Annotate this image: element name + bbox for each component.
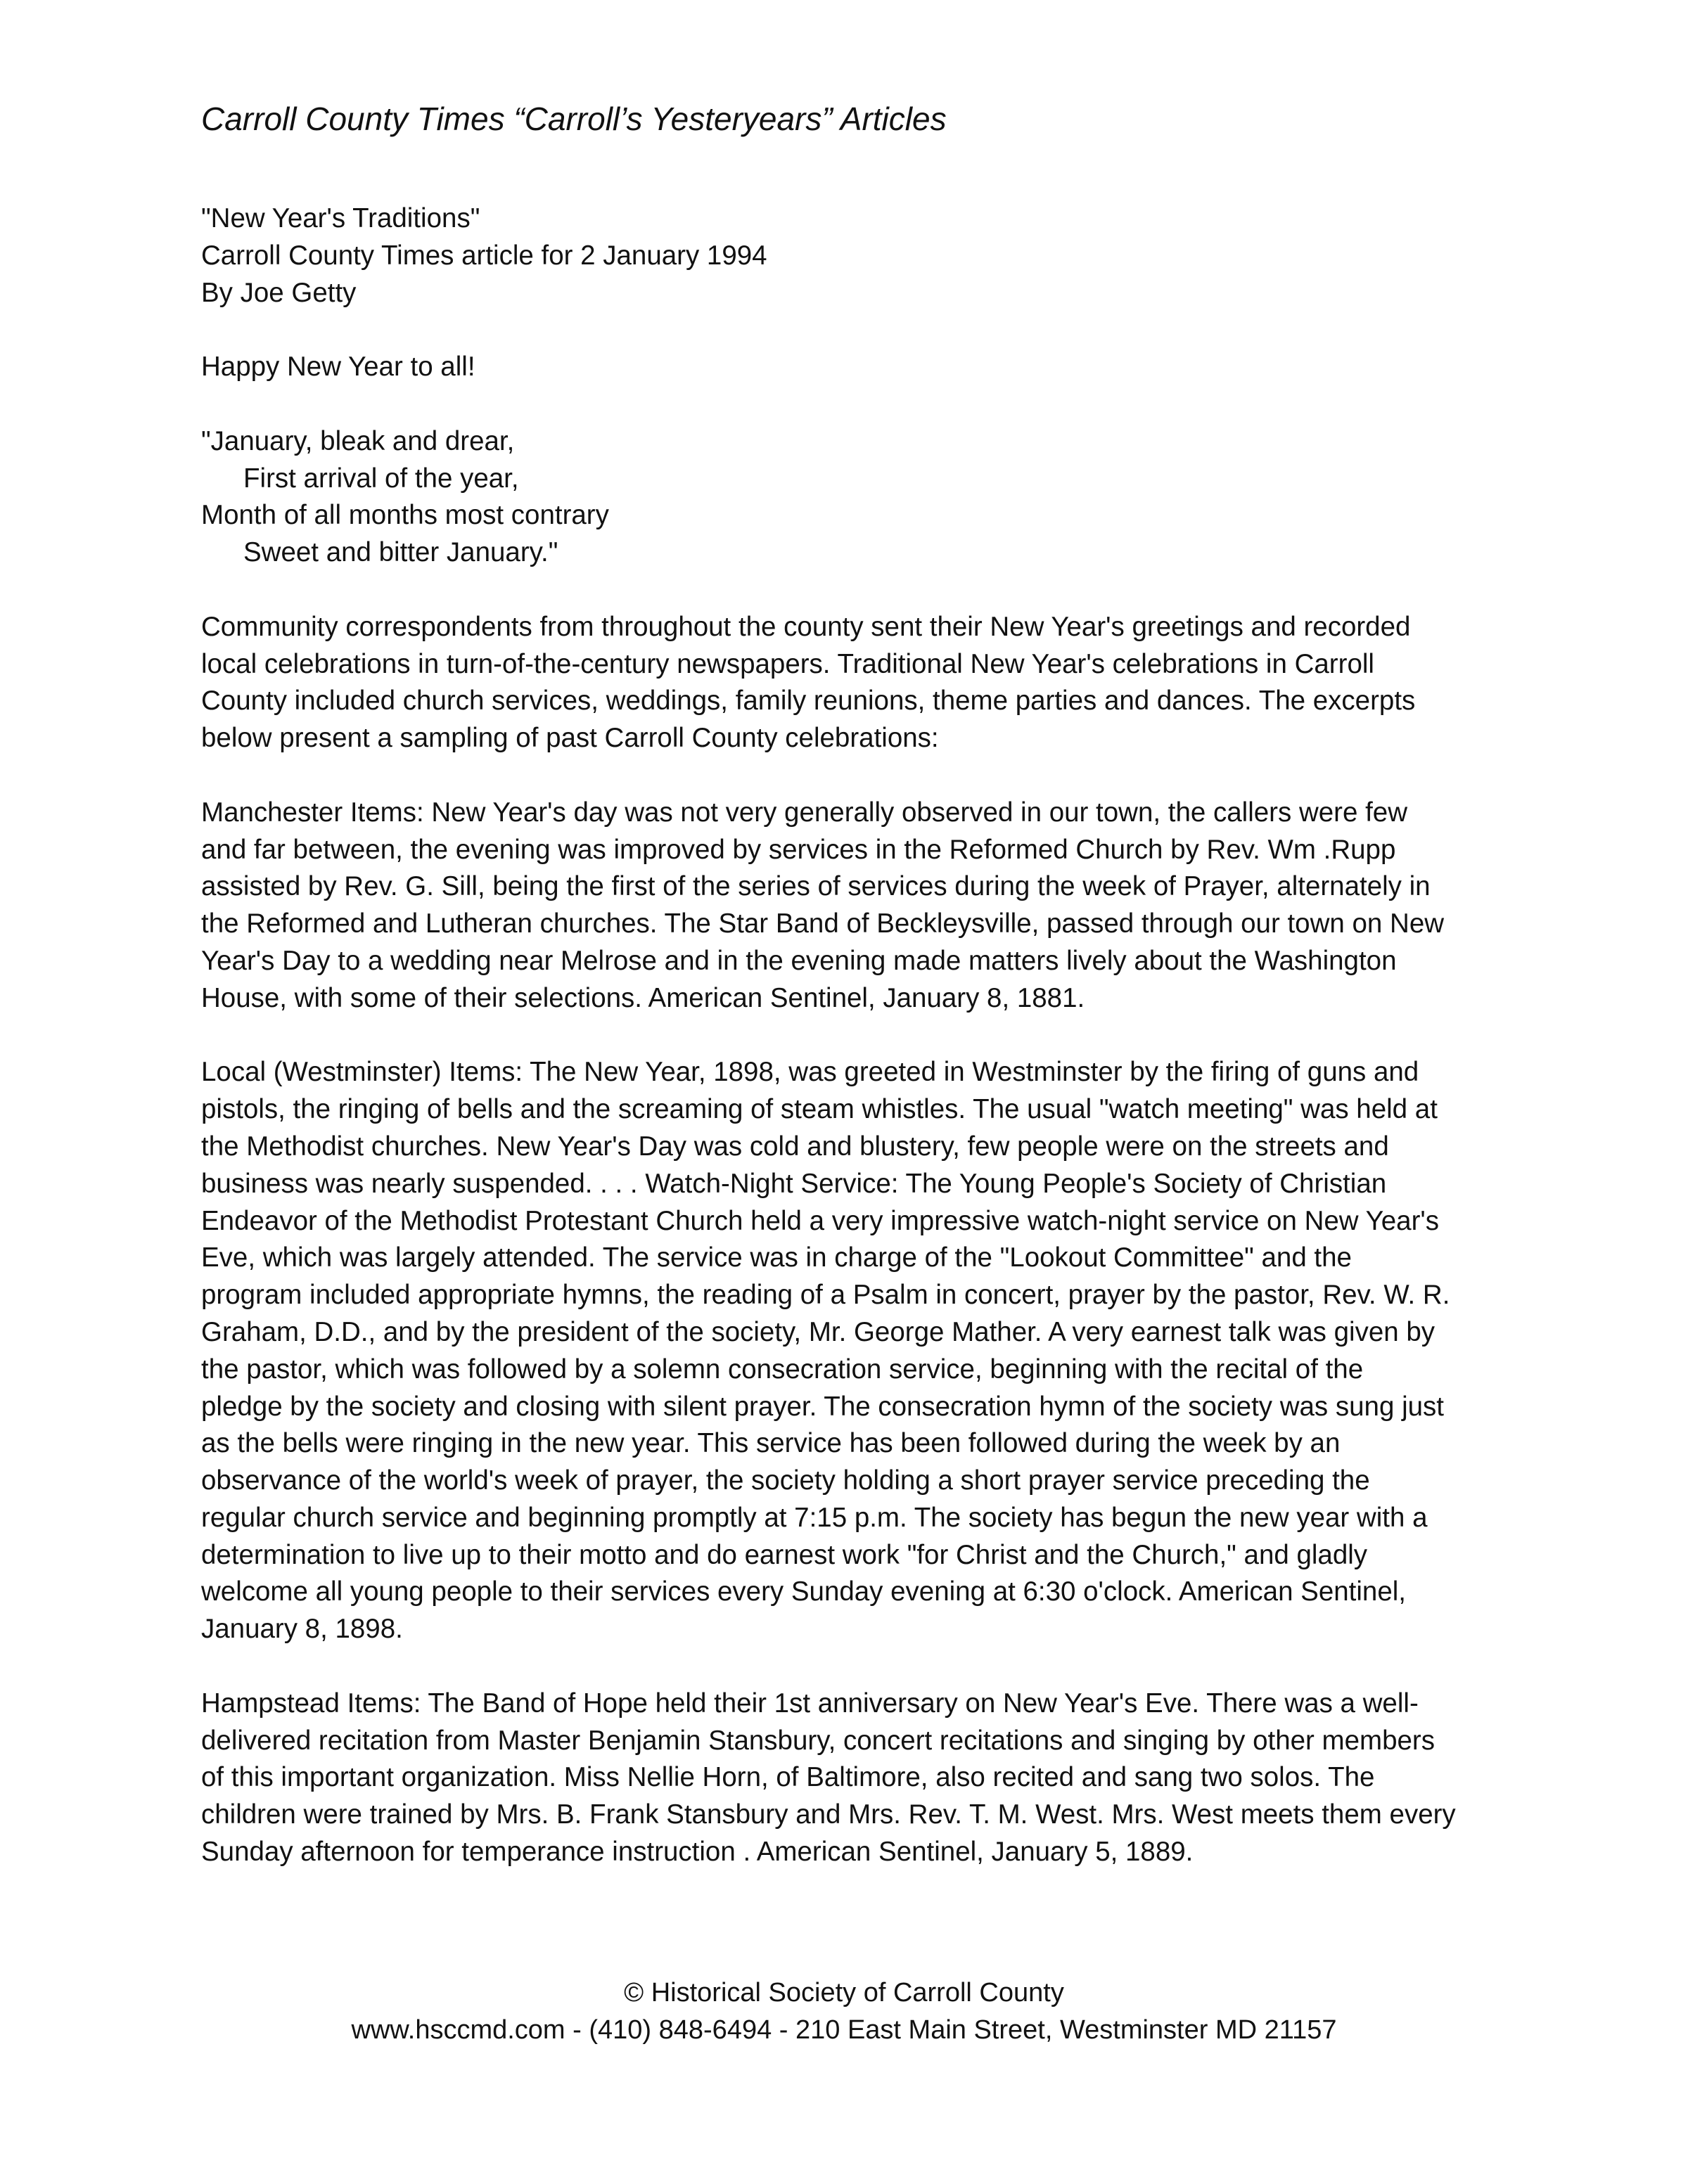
text-line: Endeavor of the Methodist Protestant Church held a very impressive watch-night service on New Year's bbox=[201, 1205, 1439, 1236]
article-dateline: Carroll County Times article for 2 January 1994 bbox=[201, 240, 767, 271]
text-line: as the bells were ringing in the new year. This service has been followed during the week by an bbox=[201, 1428, 1341, 1459]
paragraph-intro bbox=[201, 609, 1509, 757]
poem-line: Sweet and bitter January." bbox=[243, 537, 558, 568]
text-line: the Methodist churches. New Year's Day was cold and blustery, few people were on the streets and bbox=[201, 1131, 1389, 1162]
text-line: welcome all young people to their services every Sunday evening at 6:30 o'clock. American Sentinel, bbox=[201, 1576, 1407, 1607]
text-line: below present a sampling of past Carroll County celebrations: bbox=[201, 723, 939, 754]
text-line: County included church services, weddings, family reunions, theme parties and dances. The excerpts bbox=[201, 686, 1416, 717]
text-line: determination to live up to their motto and do earnest work "for Christ and the Church," and gladly bbox=[201, 1539, 1368, 1570]
text-line: delivered recitation from Master Benjamin Stansbury, concert recitations and singing by other members bbox=[201, 1725, 1435, 1756]
footer-contact: www.hsccmd.com - (410) 848-6494 - 210 East Main Street, Westminster MD 21157 bbox=[351, 2015, 1337, 2045]
paragraph-hampstead bbox=[201, 1685, 1509, 1871]
text-line: House, with some of their selections. American Sentinel, January 8, 1881. bbox=[201, 982, 1085, 1013]
paragraph-manchester bbox=[201, 795, 1509, 1017]
page-footer bbox=[0, 1974, 1688, 2049]
article-byline: By Joe Getty bbox=[201, 277, 357, 308]
poem-line: "January, bleak and drear, bbox=[201, 425, 515, 456]
article-header bbox=[201, 200, 1509, 311]
text-line: January 8, 1898. bbox=[201, 1614, 403, 1645]
article-title: "New Year's Traditions" bbox=[201, 203, 480, 233]
text-line: Community correspondents from throughout the county sent their New Year's greetings and recorded bbox=[201, 611, 1411, 642]
greeting-text: Happy New Year to all! bbox=[201, 352, 475, 383]
text-line: the pastor, which was followed by a solemn consecration service, beginning with the recital of the bbox=[201, 1354, 1364, 1385]
text-line: regular church service and beginning promptly at 7:15 p.m. The society has begun the new year with a bbox=[201, 1502, 1428, 1533]
article-body bbox=[201, 200, 1509, 1908]
text-line: and far between, the evening was improved by services in the Reformed Church by Rev. Wm .Rupp bbox=[201, 834, 1396, 865]
series-title: Carroll County Times “Carroll’s Yesteryears” Articles bbox=[201, 101, 947, 137]
text-line: pistols, the ringing of bells and the screaming of steam whistles. The usual "watch meeting" was held at bbox=[201, 1094, 1438, 1125]
text-line: business was nearly suspended. . . . Watch-Night Service: The Young People's Society of Christian bbox=[201, 1168, 1387, 1199]
text-line: Graham, D.D., and by the president of the society, Mr. George Mather. A very earnest talk was given by bbox=[201, 1316, 1436, 1347]
text-line: Local (Westminster) Items: The New Year, 1898, was greeted in Westminster by the firing of guns and bbox=[201, 1057, 1419, 1088]
text-line: Sunday afternoon for temperance instruction . American Sentinel, January 5, 1889. bbox=[201, 1837, 1194, 1868]
text-line: local celebrations in turn-of-the-century newspapers. Traditional New Year's celebrations in Carroll bbox=[201, 648, 1374, 679]
text-line: Hampstead Items: The Band of Hope held their 1st anniversary on New Year's Eve. There was a well- bbox=[201, 1688, 1419, 1719]
greeting bbox=[201, 349, 1509, 386]
poem bbox=[201, 423, 1509, 572]
text-line: children were trained by Mrs. B. Frank Stansbury and Mrs. Rev. T. M. West. Mrs. West meets them every bbox=[201, 1799, 1456, 1830]
poem-line: Month of all months most contrary bbox=[201, 500, 609, 531]
text-line: program included appropriate hymns, the reading of a Psalm in concert, prayer by the pastor, Rev. W. R. bbox=[201, 1280, 1450, 1311]
text-line: assisted by Rev. G. Sill, being the first of the series of services during the week of Prayer, alternately in bbox=[201, 871, 1431, 902]
text-line: observance of the world's week of prayer, the society holding a short prayer service preceding the bbox=[201, 1465, 1370, 1496]
poem-line: First arrival of the year, bbox=[243, 463, 519, 494]
paragraph-westminster bbox=[201, 1054, 1509, 1648]
text-line: Manchester Items: New Year's day was not very generally observed in our town, the callers were few bbox=[201, 797, 1407, 828]
footer-copyright: © Historical Society of Carroll County bbox=[624, 1978, 1064, 2008]
text-line: the Reformed and Lutheran churches. The Star Band of Beckleysville, passed through our town on New bbox=[201, 908, 1445, 939]
text-line: Year's Day to a wedding near Melrose and in the evening made matters lively about the Washington bbox=[201, 945, 1397, 976]
text-line: of this important organization. Miss Nellie Horn, of Baltimore, also recited and sang two solos. The bbox=[201, 1762, 1375, 1793]
text-line: Eve, which was largely attended. The service was in charge of the "Lookout Committee" and the bbox=[201, 1242, 1352, 1273]
text-line: pledge by the society and closing with silent prayer. The consecration hymn of the society was sung just bbox=[201, 1391, 1444, 1422]
